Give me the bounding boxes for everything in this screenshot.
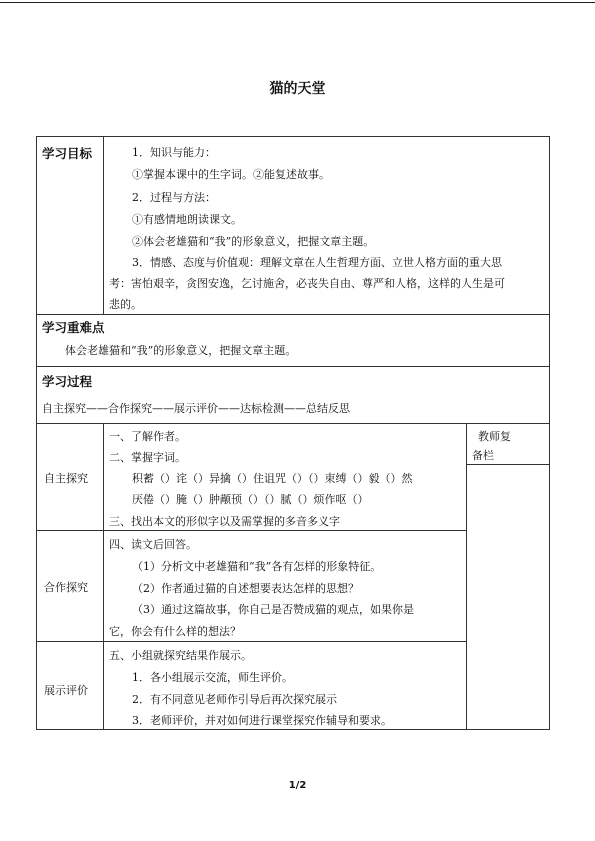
goal-line: ①有感情地朗读课文。	[132, 213, 242, 226]
page-title: 猫的天堂	[269, 81, 326, 97]
top-rule	[0, 2, 595, 3]
section-line: 积蓄（）诧（）异擒（）住诅咒（）（）束缚（）毅（）然	[132, 472, 413, 485]
section-line: 一、了解作者。	[109, 430, 186, 443]
table-rule	[103, 136, 104, 314]
section-line: 它，你会有什么样的想法？	[109, 625, 241, 638]
table-rule	[466, 464, 550, 465]
section-line: （3）通过这篇故事，你自己是否赞成猫的观点，如果你是	[132, 603, 414, 616]
goals-header: 学习目标	[42, 146, 93, 161]
table-rule	[36, 314, 550, 315]
section-line: 2．有不同意见老师作引导后再次探究展示	[132, 693, 337, 706]
lesson-table	[36, 136, 550, 730]
page-number: 1/2	[288, 780, 307, 791]
table-rule	[36, 366, 550, 367]
process-header: 学习过程	[42, 374, 93, 389]
table-rule	[36, 136, 550, 137]
table-rule	[103, 423, 104, 730]
section-label: 自主探究	[44, 472, 88, 485]
section-label: 展示评价	[44, 684, 88, 697]
section-line: 五、小组就探究结果作展示。	[109, 649, 252, 662]
section-line: 1．各小组展示交流，师生评价。	[132, 671, 293, 684]
section-line: （2）作者通过猫的自述想要表达怎样的思想？	[132, 582, 359, 595]
teacher-note-label: 教师复	[478, 430, 511, 443]
process-flow: 自主探究——合作探究——展示评价——达标检测——总结反思	[42, 402, 350, 415]
goal-line: 悲的。	[109, 298, 142, 311]
section-line: 二、掌握字词。	[109, 451, 186, 464]
table-rule	[36, 530, 466, 531]
table-rule	[36, 729, 550, 730]
goal-line: 1．知识与能力：	[132, 146, 216, 159]
goal-line: 3．情感、态度与价值观：理解文章在人生哲理方面、立世人格方面的重大思	[132, 256, 502, 269]
keypoints-header: 学习重难点	[42, 320, 105, 335]
table-rule	[466, 423, 467, 730]
section-label: 合作探究	[44, 581, 88, 594]
section-line: 3．老师评价，并对如何进行课堂探究作辅导和要求。	[132, 714, 392, 727]
table-rule	[36, 423, 550, 424]
section-line: （1）分析文中老雄猫和“我”各有怎样的形象特征。	[132, 560, 382, 573]
table-rule	[36, 136, 37, 730]
goal-line: ①掌握本课中的生字词。②能复述故事。	[132, 168, 330, 181]
section-line: 三、找出本文的形似字以及需掌握的多音多义字	[109, 515, 340, 528]
table-rule	[36, 641, 466, 642]
goal-line: ②体会老雄猫和“我”的形象意义，把握文章主题。	[132, 235, 375, 248]
section-line: 四、读文后回答。	[109, 538, 197, 551]
goal-line: 考：害怕艰辛，贪图安逸，乞讨施舍，必丧失自由、尊严和人格，这样的人生是可	[109, 277, 505, 290]
goal-line: 2．过程与方法：	[132, 191, 216, 204]
section-line: 厌倦（）腌（）肿颟顸（）（）腻（）烦作呕（）	[132, 493, 369, 506]
teacher-note-label: 备栏	[472, 449, 494, 462]
keypoints-text: 体会老雄猫和“我”的形象意义，把握文章主题。	[65, 344, 297, 357]
table-rule	[549, 136, 550, 730]
